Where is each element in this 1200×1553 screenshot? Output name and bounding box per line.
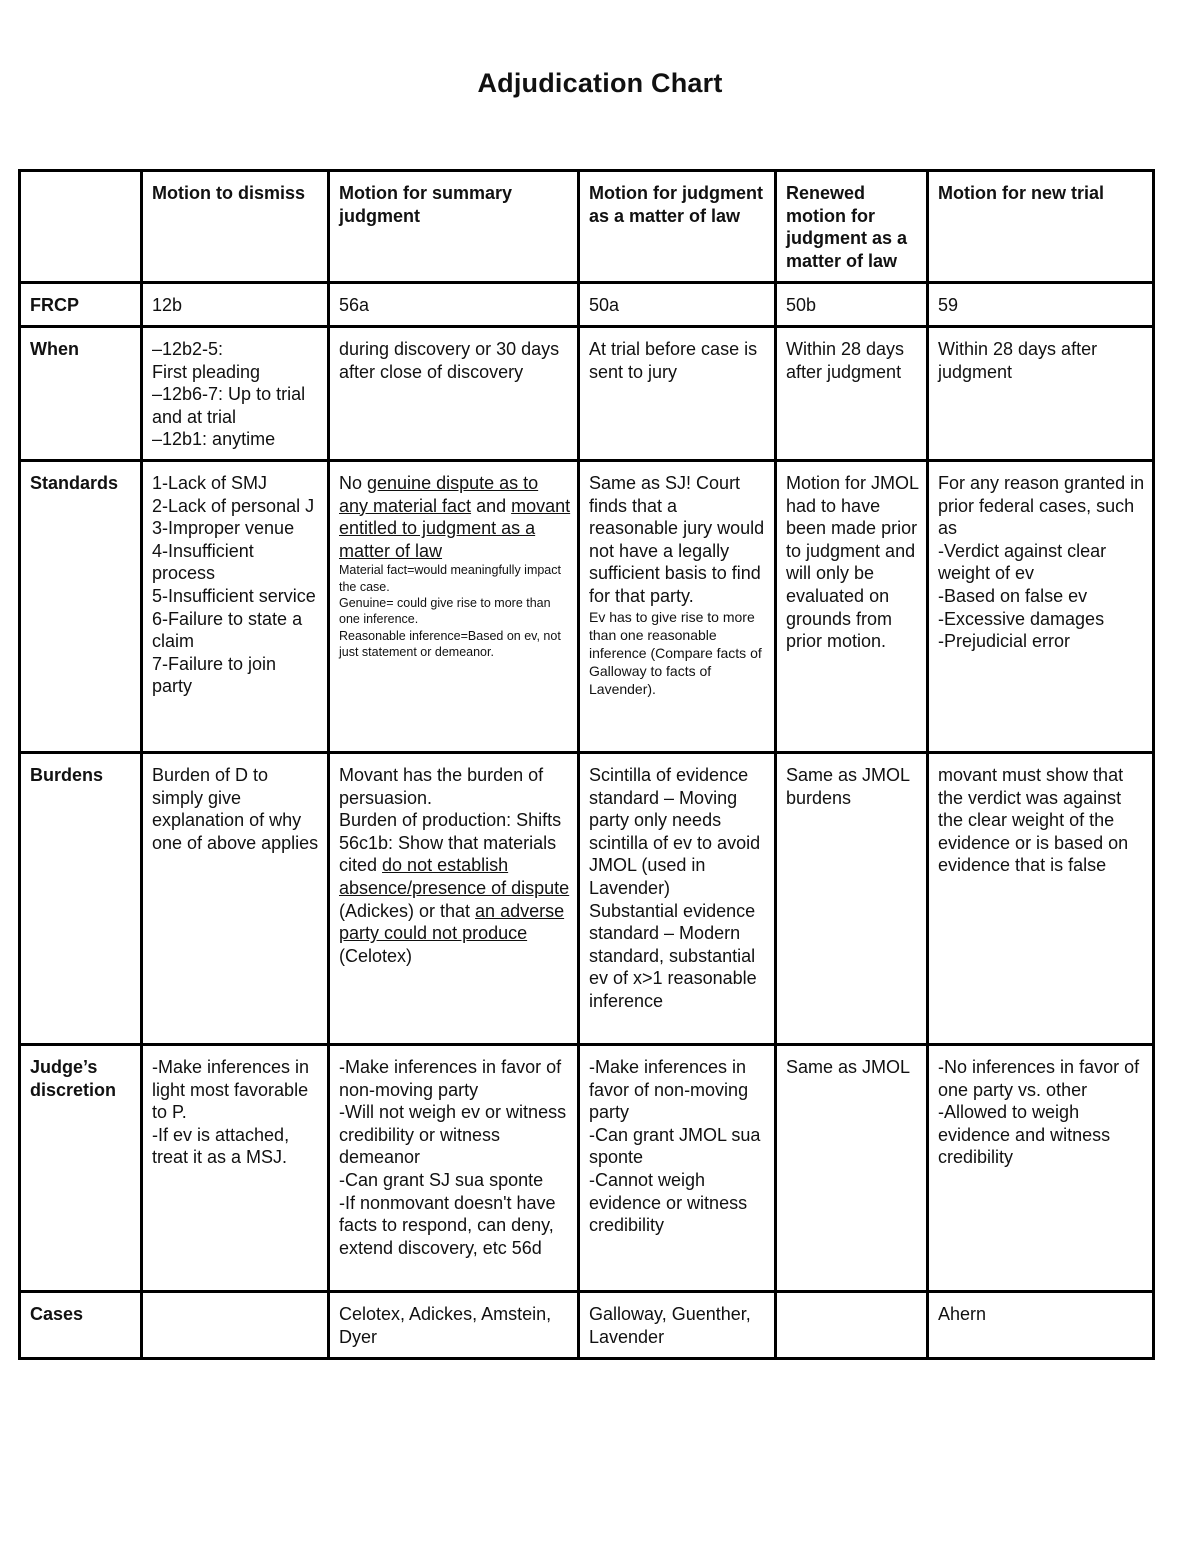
discretion-rjmol: Same as JMOL: [776, 1045, 928, 1292]
adjudication-table: [18, 169, 1155, 1360]
frcp-jmol: 50a: [579, 283, 776, 327]
frcp-rjmol: 50b: [776, 283, 928, 327]
standards-mtd: [142, 461, 329, 753]
cases-row: [20, 1292, 1154, 1359]
standards-mtd-line: 5-Insufficient service: [152, 585, 316, 606]
when-jmol: At trial before case is sent to jury: [579, 327, 776, 461]
discretion-mtd-line: -Make inferences in light most favorable to P.: [152, 1057, 310, 1123]
underlined-text: an adverse party could not produce: [339, 900, 565, 944]
frcp-msj: 56a: [329, 283, 579, 327]
standards-mtd-line: 1-Lack of SMJ: [152, 473, 268, 493]
discretion-mtd-line: -If ev is attached, treat it as a MSJ.: [152, 1124, 290, 1168]
standards-mtd-line: 3-Improper venue: [152, 518, 295, 539]
standards-mtd-line: 6-Failure to state a claim: [152, 608, 303, 652]
row-header-discretion: Judge’s discretion: [20, 1045, 142, 1292]
discretion-row: [20, 1045, 1154, 1292]
when-mtd-line: First pleading: [152, 361, 261, 382]
text-run: No: [339, 473, 368, 493]
burdens-mtd: Burden of D to simply give explanation of why one of above applies: [142, 753, 329, 1045]
column-header-jmol: Motion for judgment as a matter of law: [579, 171, 776, 283]
corner-cell: [20, 171, 142, 283]
burdens-jmol: [579, 753, 776, 1045]
row-header-when: When: [20, 327, 142, 461]
discretion-msj-line: -Make inferences in favor of non-moving party: [339, 1057, 562, 1100]
discretion-jmol-line: -Cannot weigh evidence or witness credibility: [589, 1169, 748, 1236]
standards-mnt-line: -Verdict against clear weight of ev: [938, 540, 1107, 584]
discretion-jmol-line: -Make inferences in favor of non-moving party: [589, 1057, 749, 1123]
discretion-msj-line: -Can grant SJ sua sponte: [339, 1169, 544, 1190]
page-title: Adjudication Chart: [477, 68, 723, 98]
burdens-row: [20, 753, 1154, 1045]
standards-jmol-note: Ev has to give rise to more than one reasonable inference (Compare facts of Galloway to facts of Lavender).: [589, 608, 762, 698]
discretion-mtd: [142, 1045, 329, 1292]
discretion-jmol: [579, 1045, 776, 1292]
when-row: [20, 327, 1154, 461]
frcp-row: [20, 283, 1154, 327]
standards-mnt-line: -Based on false ev: [938, 585, 1088, 606]
standards-mtd-line: 7-Failure to join party: [152, 653, 277, 697]
frcp-mtd: 12b: [142, 283, 329, 327]
text-run: 56c1b: Show that materials cited: [339, 832, 557, 876]
row-header-cases: Cases: [20, 1292, 142, 1359]
discretion-msj: [329, 1045, 579, 1292]
standards-msj-main: [339, 472, 571, 562]
discretion-msj-line: -If nonmovant doesn't have facts to respond, can deny, extend discovery, etc 56d: [339, 1192, 556, 1258]
burdens-msj: [329, 753, 579, 1045]
row-header-frcp: FRCP: [20, 283, 142, 327]
when-mtd-line: –12b2-5:: [152, 339, 224, 359]
standards-jmol: [579, 461, 776, 753]
standards-mnt-line: For any reason granted in prior federal cases, such as: [938, 473, 1145, 539]
row-header-standards: Standards: [20, 461, 142, 753]
discretion-jmol-line: -Can grant JMOL sua sponte: [589, 1124, 761, 1168]
column-header-summary-judgment: Motion for summary judgment: [329, 171, 579, 283]
discretion-mnt-line: -No inferences in favor of one party vs. other: [938, 1057, 1140, 1100]
underlined-text: do not establish absence/presence of dispute: [339, 855, 570, 898]
burdens-mnt: movant must show that the verdict was against the clear weight of the evidence or is based on evidence that is false: [928, 753, 1154, 1045]
text-run: (Adickes) or that: [339, 900, 476, 921]
discretion-mnt: [928, 1045, 1154, 1292]
column-header-motion-to-dismiss: Motion to dismiss: [142, 171, 329, 283]
standards-msj-note: Reasonable inference=Based on ev, not just statement or demeanor.: [339, 628, 561, 659]
burdens-rjmol: Same as JMOL burdens: [776, 753, 928, 1045]
standards-msj: [329, 461, 579, 753]
burdens-msj-line: Burden of production: Shifts: [339, 810, 562, 831]
discretion-msj-line: -Will not weigh ev or witness credibility or witness demeanor: [339, 1102, 567, 1168]
standards-mtd-line: 4-Insufficient process: [152, 540, 254, 584]
discretion-mnt-line: -Allowed to weigh evidence and witness credibility: [938, 1102, 1111, 1168]
burdens-msj-line: Movant has the burden of persuasion.: [339, 765, 544, 808]
burdens-msj-rule: [339, 832, 571, 968]
row-header-burdens: Burdens: [20, 753, 142, 1045]
standards-row: [20, 461, 1154, 753]
text-run: (Celotex): [339, 945, 413, 966]
underlined-text: movant entitled to judgment as a matter of law: [339, 495, 571, 561]
frcp-mnt: 59: [928, 283, 1154, 327]
standards-mnt: [928, 461, 1154, 753]
cases-msj: Celotex, Adickes, Amstein, Dyer: [329, 1292, 579, 1359]
when-mtd: [142, 327, 329, 461]
when-mtd-line: –12b6-7: Up to trial and at trial: [152, 384, 306, 427]
standards-rjmol: Motion for JMOL had to have been made prior to judgment and will only be evaluated on grounds from prior motion.: [776, 461, 928, 753]
standards-mtd-line: 2-Lack of personal J: [152, 495, 315, 516]
cases-rjmol: [776, 1292, 928, 1359]
when-mnt: Within 28 days after judgment: [928, 327, 1154, 461]
column-header-renewed-jmol: Renewed motion for judgment as a matter of law: [776, 171, 928, 283]
standards-mnt-line: -Prejudicial error: [938, 631, 1071, 652]
header-row: [20, 171, 1154, 283]
standards-mnt-line: -Excessive damages: [938, 608, 1105, 629]
standards-msj-note: Genuine= could give rise to more than one inference.: [339, 595, 551, 627]
burdens-jmol-line: Scintilla of evidence standard – Moving party only needs scintilla of ev to avoid JMOL (used in Lavender): [589, 765, 761, 898]
cases-jmol: Galloway, Guenther, Lavender: [579, 1292, 776, 1359]
standards-jmol-main: Same as SJ! Court finds that a reasonable jury would not have a legally sufficient basis to find for that party.: [589, 473, 765, 606]
text-run: and: [471, 495, 512, 516]
column-header-new-trial: Motion for new trial: [928, 171, 1154, 283]
underlined-text: genuine dispute as to any material fact: [339, 473, 539, 516]
when-msj: during discovery or 30 days after close of discovery: [329, 327, 579, 461]
cases-mtd: [142, 1292, 329, 1359]
cases-mnt: Ahern: [928, 1292, 1154, 1359]
when-mtd-line: –12b1: anytime: [152, 429, 276, 450]
standards-msj-note: Material fact=would meaningfully impact the case.: [339, 563, 561, 594]
burdens-jmol-line: Substantial evidence standard – Modern standard, substantial ev of x>1 reasonable inference: [589, 900, 757, 1011]
when-rjmol: Within 28 days after judgment: [776, 327, 928, 461]
